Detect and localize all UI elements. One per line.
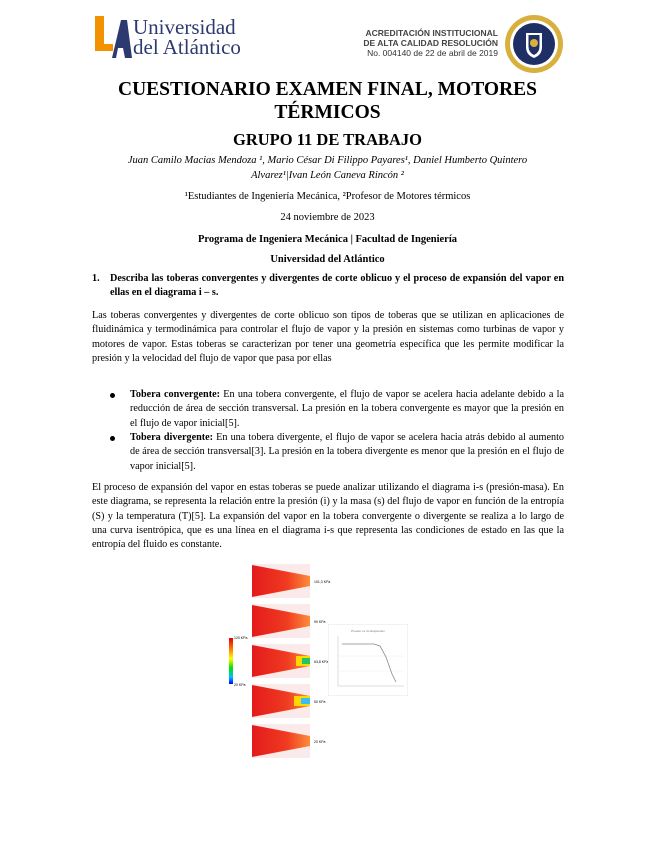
- scale-bottom-label: 20 KPa: [234, 683, 246, 687]
- university-logo-mark-icon: [92, 14, 132, 60]
- university-line: Universidad del Atlántico: [270, 254, 385, 265]
- accreditation-line3: No. 004140 de 22 de abril de 2019: [367, 48, 498, 58]
- bullet-1-text: En una tobera convergente, el flujo de vapor se acelera hacia adelante debido a la reducción de área de sección transversal. La presión en la tobera convergente es mayor que la presión en el flujo de vapor inicial[5].: [130, 389, 565, 429]
- university-name-line2: del Atlántico: [133, 35, 241, 59]
- nozzle-1: [252, 564, 330, 598]
- pressure-chart: [328, 624, 408, 696]
- nozzle-2-label: 90 KPa: [314, 620, 326, 624]
- bullet-2-text: En una tobera divergente, el flujo de vapor se acelera hacia atrás debido al aumento de área de sección transversal[3]. La presión en la tobera divergente es menor que la presión en el flujo de vapor inicial[5].: [130, 432, 564, 472]
- question-text: Describa las toberas convergentes y divergentes de corte oblicuo y el proceso de expansión del vapor en ellas en el diagrama i – s.: [110, 273, 564, 299]
- paragraph-2: El proceso de expansión del vapor en estas toberas se puede analizar utilizando el diagrama i-s (presión-masa). En este diagrama, se representa la relación entre la presión (i) y la masa (s) del flujo de vapor en función de la entropía (S) y la temperatura (T)[5]. La expansión del vapor en la tobera convergente o divergente se realiza a lo largo de una curva isentrópica, que es una línea en el diagrama i-s que representa las condiciones de estado en las que la entropía del fluido es constante.: [92, 482, 564, 551]
- authors: Juan Camilo Macias Mendoza ¹, Mario César Di Filippo Payares¹, Daniel Humberto Quintero Alvarez¹|Ivan León Caneva Rincón ²: [127, 155, 528, 181]
- scale-top-label: 120 KPa: [234, 636, 248, 640]
- accreditation-text: [330, 28, 498, 58]
- bullet-1-term: Tobera convergente:: [130, 389, 221, 400]
- nozzle-4-label: 50 KPa: [314, 700, 326, 704]
- nozzle-3: [252, 644, 328, 678]
- question-1: [92, 272, 564, 301]
- nozzle-4: [252, 684, 326, 718]
- bullet-dot-icon: [110, 436, 115, 441]
- affiliation: ¹Estudiantes de Ingeniería Mecánica, ²Profesor de Motores térmicos: [184, 191, 471, 202]
- nozzle-5-label: 20 KPa: [314, 740, 326, 744]
- document-title: CUESTIONARIO EXAMEN FINAL, MOTORES TÉRMICOS: [118, 79, 537, 123]
- accreditation-line2: DE ALTA CALIDAD RESOLUCIÓN: [363, 38, 498, 48]
- program-line: Programa de Ingeniera Mecánica | Facultad de Ingeniería: [197, 234, 458, 245]
- paragraph-1: Las toberas convergentes y divergentes de corte oblicuo son tipos de toberas que se utilizan en aplicaciones de fluidinámica y termodinámica para controlar el flujo de vapor y la presión en sistemas como turbinas de vapor y motores de vapor. Estas toberas se caracterizan por tener una geometría específica que les permite modificar la presión y la velocidad del flujo de vapor que pasa por ellas: [92, 310, 564, 364]
- nozzle-5: [252, 724, 326, 758]
- bullet-2-term: Tobera divergente:: [130, 432, 214, 443]
- accreditation-line1: ACREDITACIÓN INSTITUCIONAL: [365, 28, 498, 38]
- question-number: 1.: [92, 273, 100, 284]
- group-title: GRUPO 11 DE TRABAJO: [232, 130, 422, 149]
- nozzle-1-label: 101,3 KPa: [314, 580, 331, 584]
- bullet-1: [130, 388, 564, 431]
- university-name-line1: Universidad: [133, 15, 236, 39]
- nozzle-2: [252, 604, 326, 638]
- nozzle-3-label: 63,8 KPa: [314, 660, 329, 664]
- bullet-dot-icon: [110, 393, 115, 398]
- accreditation-seal-icon: [504, 14, 564, 74]
- bullet-2: [130, 431, 564, 474]
- chart-title: Presión vs Contrapresión: [351, 629, 385, 633]
- university-logo: [92, 14, 242, 60]
- document-date: 24 noviembre de 2023: [280, 212, 375, 223]
